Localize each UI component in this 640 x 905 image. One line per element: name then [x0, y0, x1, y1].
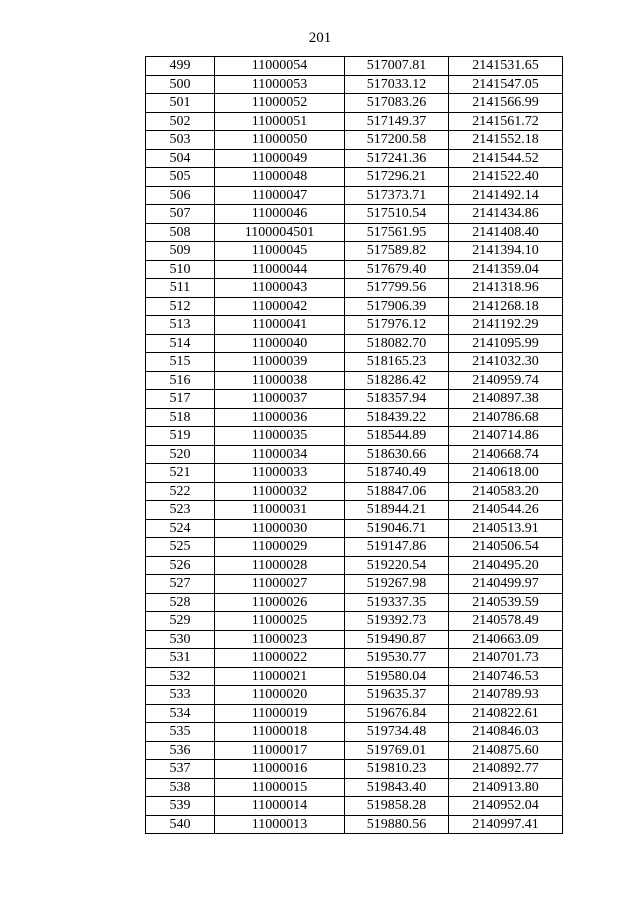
y-coordinate-cell: 2141268.18: [449, 297, 563, 316]
point-id-cell: 11000040: [215, 334, 345, 353]
point-id-cell: 11000022: [215, 649, 345, 668]
row-index-cell: 526: [146, 556, 215, 575]
y-coordinate-cell: 2140701.73: [449, 649, 563, 668]
table-row: [146, 778, 563, 797]
row-index-cell: 535: [146, 723, 215, 742]
x-coordinate-cell: 519392.73: [345, 612, 449, 631]
table-row: [146, 223, 563, 242]
point-id-cell: 11000035: [215, 427, 345, 446]
table-row: [146, 112, 563, 131]
y-coordinate-cell: 2140714.86: [449, 427, 563, 446]
row-index-cell: 509: [146, 242, 215, 261]
row-index-cell: 540: [146, 815, 215, 834]
table-row: [146, 704, 563, 723]
table-row: [146, 353, 563, 372]
row-index-cell: 530: [146, 630, 215, 649]
y-coordinate-cell: 2140663.09: [449, 630, 563, 649]
row-index-cell: 513: [146, 316, 215, 335]
y-coordinate-cell: 2140668.74: [449, 445, 563, 464]
row-index-cell: 531: [146, 649, 215, 668]
point-id-cell: 11000043: [215, 279, 345, 298]
point-id-cell: 11000052: [215, 94, 345, 113]
table-row: [146, 815, 563, 834]
y-coordinate-cell: 2141318.96: [449, 279, 563, 298]
y-coordinate-cell: 2140952.04: [449, 797, 563, 816]
y-coordinate-cell: 2141032.30: [449, 353, 563, 372]
row-index-cell: 536: [146, 741, 215, 760]
x-coordinate-cell: 519858.28: [345, 797, 449, 816]
row-index-cell: 515: [146, 353, 215, 372]
y-coordinate-cell: 2140786.68: [449, 408, 563, 427]
row-index-cell: 521: [146, 464, 215, 483]
row-index-cell: 533: [146, 686, 215, 705]
point-id-cell: 11000042: [215, 297, 345, 316]
x-coordinate-cell: 517561.95: [345, 223, 449, 242]
point-id-cell: 11000038: [215, 371, 345, 390]
row-index-cell: 529: [146, 612, 215, 631]
y-coordinate-cell: 2141394.10: [449, 242, 563, 261]
y-coordinate-cell: 2141552.18: [449, 131, 563, 150]
table-row: [146, 334, 563, 353]
point-id-cell: 11000037: [215, 390, 345, 409]
row-index-cell: 534: [146, 704, 215, 723]
y-coordinate-cell: 2141192.29: [449, 316, 563, 335]
y-coordinate-cell: 2141522.40: [449, 168, 563, 187]
table-row: [146, 797, 563, 816]
table-row: [146, 519, 563, 538]
table-row: [146, 667, 563, 686]
point-id-cell: 11000051: [215, 112, 345, 131]
x-coordinate-cell: 518439.22: [345, 408, 449, 427]
table-row: [146, 297, 563, 316]
x-coordinate-cell: 518165.23: [345, 353, 449, 372]
table-row: [146, 390, 563, 409]
y-coordinate-cell: 2140875.60: [449, 741, 563, 760]
point-id-cell: 11000041: [215, 316, 345, 335]
y-coordinate-cell: 2141095.99: [449, 334, 563, 353]
y-coordinate-cell: 2141492.14: [449, 186, 563, 205]
table-row: [146, 445, 563, 464]
point-id-cell: 11000050: [215, 131, 345, 150]
point-id-cell: 11000046: [215, 205, 345, 224]
x-coordinate-cell: 518944.21: [345, 501, 449, 520]
y-coordinate-cell: 2140746.53: [449, 667, 563, 686]
table-row: [146, 168, 563, 187]
row-index-cell: 508: [146, 223, 215, 242]
x-coordinate-cell: 517906.39: [345, 297, 449, 316]
table-row: [146, 260, 563, 279]
table-row: [146, 57, 563, 76]
point-id-cell: 11000017: [215, 741, 345, 760]
x-coordinate-cell: 517241.36: [345, 149, 449, 168]
x-coordinate-cell: 517296.21: [345, 168, 449, 187]
table-row: [146, 482, 563, 501]
table-row: [146, 464, 563, 483]
row-index-cell: 519: [146, 427, 215, 446]
x-coordinate-cell: 518544.89: [345, 427, 449, 446]
point-id-cell: 11000028: [215, 556, 345, 575]
point-id-cell: 11000031: [215, 501, 345, 520]
table-row: [146, 612, 563, 631]
x-coordinate-cell: 519147.86: [345, 538, 449, 557]
row-index-cell: 502: [146, 112, 215, 131]
table-row: [146, 630, 563, 649]
y-coordinate-cell: 2141408.40: [449, 223, 563, 242]
point-id-cell: 11000034: [215, 445, 345, 464]
x-coordinate-cell: 519267.98: [345, 575, 449, 594]
row-index-cell: 520: [146, 445, 215, 464]
point-id-cell: 11000023: [215, 630, 345, 649]
table-row: [146, 205, 563, 224]
table-row: [146, 593, 563, 612]
table-row: [146, 649, 563, 668]
y-coordinate-cell: 2141359.04: [449, 260, 563, 279]
point-id-cell: 11000016: [215, 760, 345, 779]
x-coordinate-cell: 518630.66: [345, 445, 449, 464]
row-index-cell: 510: [146, 260, 215, 279]
point-id-cell: 11000054: [215, 57, 345, 76]
y-coordinate-cell: 2140618.00: [449, 464, 563, 483]
table-row: [146, 94, 563, 113]
x-coordinate-cell: 519337.35: [345, 593, 449, 612]
table-row: [146, 75, 563, 94]
x-coordinate-cell: 517083.26: [345, 94, 449, 113]
x-coordinate-cell: 517033.12: [345, 75, 449, 94]
x-coordinate-cell: 519490.87: [345, 630, 449, 649]
table-row: [146, 427, 563, 446]
y-coordinate-cell: 2140539.59: [449, 593, 563, 612]
point-id-cell: 11000021: [215, 667, 345, 686]
row-index-cell: 518: [146, 408, 215, 427]
x-coordinate-cell: 517799.56: [345, 279, 449, 298]
point-id-cell: 11000048: [215, 168, 345, 187]
table-row: [146, 501, 563, 520]
x-coordinate-cell: 518357.94: [345, 390, 449, 409]
row-index-cell: 499: [146, 57, 215, 76]
point-id-cell: 11000018: [215, 723, 345, 742]
point-id-cell: 11000030: [215, 519, 345, 538]
table-row: [146, 279, 563, 298]
x-coordinate-cell: 517976.12: [345, 316, 449, 335]
table-row: [146, 242, 563, 261]
point-id-cell: 11000013: [215, 815, 345, 834]
table-row: [146, 186, 563, 205]
point-id-cell: 11000025: [215, 612, 345, 631]
x-coordinate-cell: 518082.70: [345, 334, 449, 353]
row-index-cell: 527: [146, 575, 215, 594]
x-coordinate-cell: 517200.58: [345, 131, 449, 150]
table-row: [146, 686, 563, 705]
table-row: [146, 760, 563, 779]
table-row: [146, 538, 563, 557]
row-index-cell: 528: [146, 593, 215, 612]
point-id-cell: 11000027: [215, 575, 345, 594]
x-coordinate-cell: 517007.81: [345, 57, 449, 76]
y-coordinate-cell: 2140892.77: [449, 760, 563, 779]
point-id-cell: 11000019: [215, 704, 345, 723]
x-coordinate-cell: 517149.37: [345, 112, 449, 131]
x-coordinate-cell: 519635.37: [345, 686, 449, 705]
row-index-cell: 525: [146, 538, 215, 557]
x-coordinate-cell: 518847.06: [345, 482, 449, 501]
x-coordinate-cell: 519843.40: [345, 778, 449, 797]
row-index-cell: 501: [146, 94, 215, 113]
row-index-cell: 500: [146, 75, 215, 94]
y-coordinate-cell: 2140506.54: [449, 538, 563, 557]
y-coordinate-cell: 2140513.91: [449, 519, 563, 538]
y-coordinate-cell: 2140499.97: [449, 575, 563, 594]
point-id-cell: 11000039: [215, 353, 345, 372]
point-id-cell: 11000020: [215, 686, 345, 705]
row-index-cell: 537: [146, 760, 215, 779]
y-coordinate-cell: 2141544.52: [449, 149, 563, 168]
row-index-cell: 538: [146, 778, 215, 797]
x-coordinate-cell: 519530.77: [345, 649, 449, 668]
row-index-cell: 517: [146, 390, 215, 409]
row-index-cell: 516: [146, 371, 215, 390]
table-row: [146, 131, 563, 150]
y-coordinate-cell: 2141547.05: [449, 75, 563, 94]
x-coordinate-cell: 519220.54: [345, 556, 449, 575]
point-id-cell: 11000049: [215, 149, 345, 168]
x-coordinate-cell: 519810.23: [345, 760, 449, 779]
row-index-cell: 522: [146, 482, 215, 501]
x-coordinate-cell: 519769.01: [345, 741, 449, 760]
y-coordinate-cell: 2141566.99: [449, 94, 563, 113]
y-coordinate-cell: 2140822.61: [449, 704, 563, 723]
coordinates-table: [145, 56, 563, 834]
point-id-cell: 11000014: [215, 797, 345, 816]
table-body: [146, 57, 563, 834]
row-index-cell: 524: [146, 519, 215, 538]
y-coordinate-cell: 2141434.86: [449, 205, 563, 224]
row-index-cell: 539: [146, 797, 215, 816]
y-coordinate-cell: 2140959.74: [449, 371, 563, 390]
point-id-cell: 11000053: [215, 75, 345, 94]
point-id-cell: 11000015: [215, 778, 345, 797]
row-index-cell: 514: [146, 334, 215, 353]
row-index-cell: 512: [146, 297, 215, 316]
y-coordinate-cell: 2140495.20: [449, 556, 563, 575]
point-id-cell: 11000026: [215, 593, 345, 612]
point-id-cell: 11000033: [215, 464, 345, 483]
table-row: [146, 556, 563, 575]
y-coordinate-cell: 2141561.72: [449, 112, 563, 131]
point-id-cell: 11000036: [215, 408, 345, 427]
x-coordinate-cell: 519676.84: [345, 704, 449, 723]
page-number: 201: [308, 30, 332, 46]
y-coordinate-cell: 2140897.38: [449, 390, 563, 409]
row-index-cell: 504: [146, 149, 215, 168]
y-coordinate-cell: 2140846.03: [449, 723, 563, 742]
row-index-cell: 511: [146, 279, 215, 298]
y-coordinate-cell: 2140913.80: [449, 778, 563, 797]
row-index-cell: 523: [146, 501, 215, 520]
point-id-cell: 11000045: [215, 242, 345, 261]
y-coordinate-cell: 2141531.65: [449, 57, 563, 76]
table-row: [146, 723, 563, 742]
table-row: [146, 149, 563, 168]
row-index-cell: 503: [146, 131, 215, 150]
x-coordinate-cell: 518740.49: [345, 464, 449, 483]
x-coordinate-cell: 518286.42: [345, 371, 449, 390]
point-id-cell: 11000044: [215, 260, 345, 279]
table-row: [146, 575, 563, 594]
x-coordinate-cell: 517679.40: [345, 260, 449, 279]
table-row: [146, 741, 563, 760]
x-coordinate-cell: 519734.48: [345, 723, 449, 742]
x-coordinate-cell: 517373.71: [345, 186, 449, 205]
y-coordinate-cell: 2140578.49: [449, 612, 563, 631]
table-row: [146, 316, 563, 335]
row-index-cell: 507: [146, 205, 215, 224]
x-coordinate-cell: 519880.56: [345, 815, 449, 834]
row-index-cell: 506: [146, 186, 215, 205]
x-coordinate-cell: 517510.54: [345, 205, 449, 224]
x-coordinate-cell: 519046.71: [345, 519, 449, 538]
table-row: [146, 371, 563, 390]
x-coordinate-cell: 519580.04: [345, 667, 449, 686]
y-coordinate-cell: 2140789.93: [449, 686, 563, 705]
y-coordinate-cell: 2140583.20: [449, 482, 563, 501]
row-index-cell: 505: [146, 168, 215, 187]
y-coordinate-cell: 2140997.41: [449, 815, 563, 834]
y-coordinate-cell: 2140544.26: [449, 501, 563, 520]
point-id-cell: 11000047: [215, 186, 345, 205]
point-id-cell: 11000032: [215, 482, 345, 501]
table-row: [146, 408, 563, 427]
point-id-cell: 11000029: [215, 538, 345, 557]
row-index-cell: 532: [146, 667, 215, 686]
x-coordinate-cell: 517589.82: [345, 242, 449, 261]
point-id-cell: 1100004501: [215, 223, 345, 242]
